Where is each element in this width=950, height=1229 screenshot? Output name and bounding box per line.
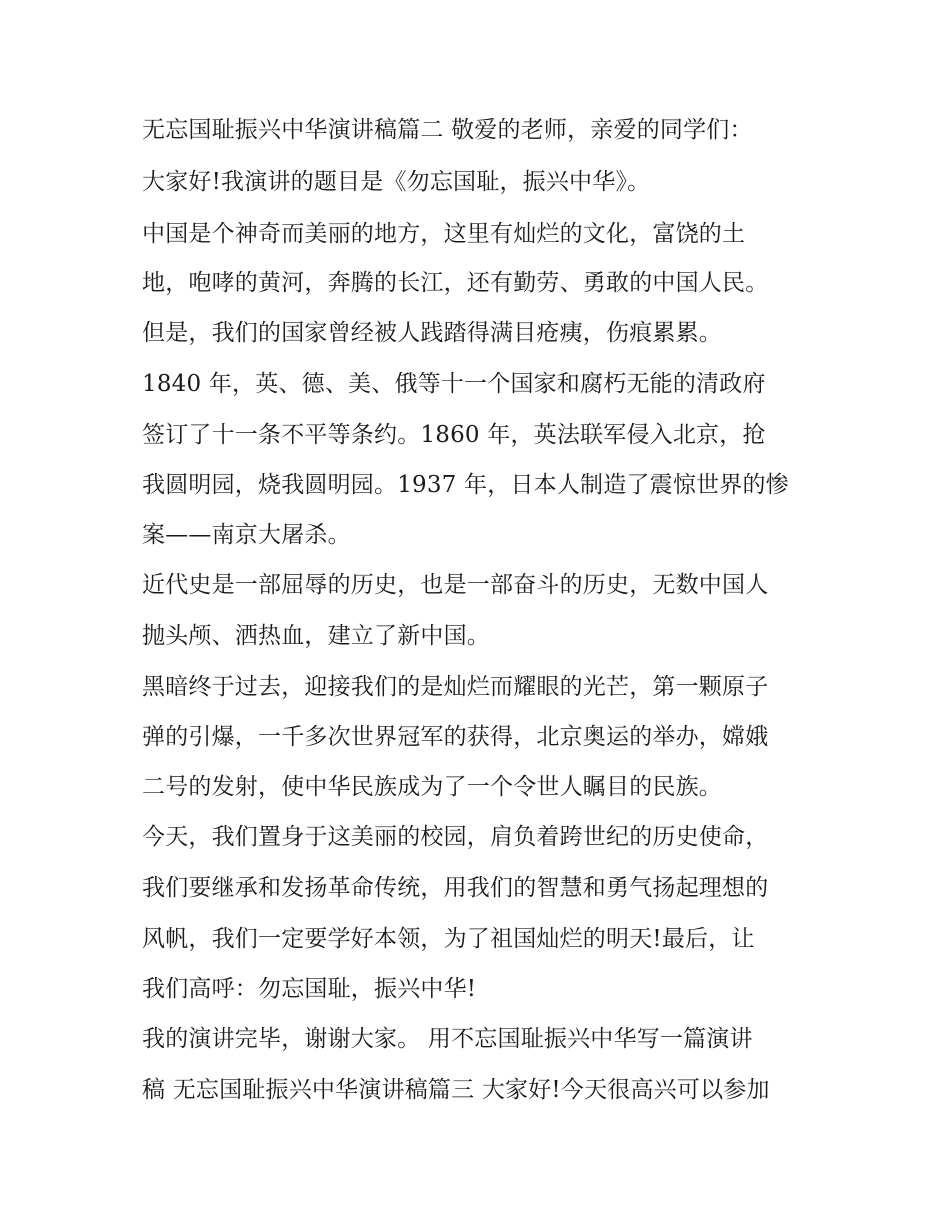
text-line: 二号的发射，使中华民族成为了一个令世人瞩目的民族。 [142, 774, 722, 800]
text-line: 弹的引爆，一千多次世界冠军的获得，北京奥运的举办，嫦娥 [142, 724, 769, 750]
text-line: 今天，我们置身于这美丽的校园，肩负着跨世纪的历史使命， [142, 824, 769, 850]
text-line: 近代史是一部屈辱的历史，也是一部奋斗的历史，无数中国人 [142, 572, 769, 598]
text-line: 1840 年，英、德、美、俄等十一个国家和腐朽无能的清政府 [142, 371, 766, 397]
text-line: 案——南京大屠杀。 [142, 522, 351, 548]
text-line: 大家好!我演讲的题目是《勿忘国耻，振兴中华》。 [142, 169, 651, 195]
text-line: 抛头颅、洒热血，建立了新中国。 [142, 623, 490, 649]
text-line: 我的演讲完毕，谢谢大家。 用不忘国耻振兴中华写一篇演讲 [142, 1026, 753, 1052]
text-line: 签订了十一条不平等条约。1860 年，英法联军侵入北京，抢 [142, 422, 766, 448]
text-line: 中国是个神奇而美丽的地方，这里有灿烂的文化，富饶的土 [142, 221, 746, 247]
text-line: 我圆明园，烧我圆明园。1937 年，日本人制造了震惊世界的惨 [142, 472, 789, 498]
text-line: 我们要继承和发扬革命传统，用我们的智慧和勇气扬起理想的 [142, 875, 769, 901]
text-line: 稿 无忘国耻振兴中华演讲稿篇三 大家好!今天很高兴可以参加 [142, 1077, 770, 1103]
text-line: 无忘国耻振兴中华演讲稿篇二 敬爱的老师，亲爱的同学们： [142, 117, 753, 143]
text-line: 风帆，我们一定要学好本领，为了祖国灿烂的明天!最后，让 [142, 926, 755, 952]
text-line: 黑暗终于过去，迎接我们的是灿烂而耀眼的光芒，第一颗原子 [142, 674, 769, 700]
text-line: 我们高呼：勿忘国耻，振兴中华! [142, 976, 477, 1002]
text-line: 地，咆哮的黄河，奔腾的长江，还有勤劳、勇敢的中国人民。 [142, 270, 769, 296]
text-line: 但是，我们的国家曾经被人践踏得满目疮痍，伤痕累累。 [142, 320, 722, 346]
